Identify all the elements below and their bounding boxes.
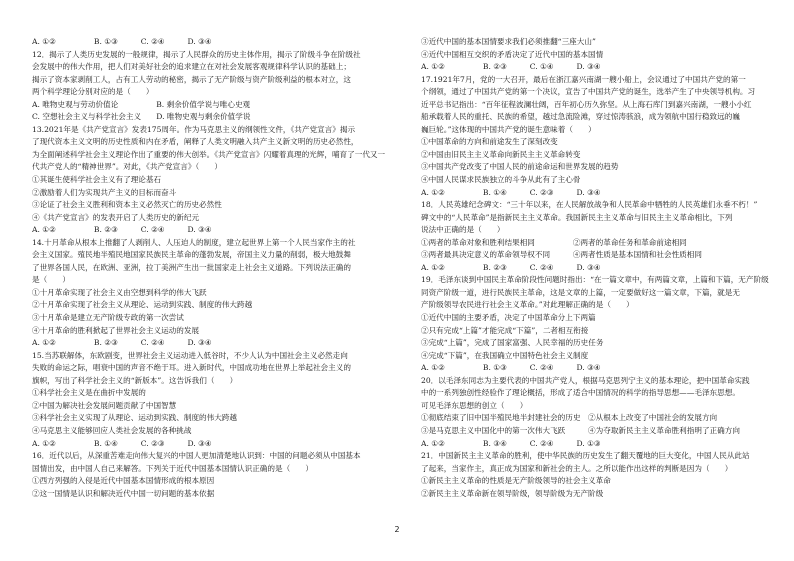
text-line: ③十月革命是建立无产阶级专政的第一次尝试 [32,313,184,323]
text-line: ①彻底结束了旧中国半殖民地半封建社会的历史 ②从根本上改变了中国社会的发展方向 [421,413,718,423]
text-line: 失败的命运之际，唱衰中国的声音不绝于耳。进入新时代，中国成功地在世界上举起社会主义的 [32,363,351,373]
text-line: ④十月革命的胜利掀起了世界社会主义运动的发展 [32,325,200,335]
text-line: ②激励着人们为实现共产主义的目标而奋斗 [32,187,177,197]
text-line: 15.当苏联解体，东欧剧变，世界社会主义运动进入低谷时，不少人认为中国社会主义必然走向 [32,350,348,360]
text-line: ④马克思主义能够回应人类社会发展的各种挑战 [32,425,192,435]
text-line: ①其诞生使科学社会主义有了理论基石 [32,175,162,185]
text-line: 了起来，当家作主，真正成为国家和新社会的主人。之所以能作出这样的判断是因为（ ） [421,463,733,473]
text-line: 产阶级领导农民进行社会主义革命。”对此理解正确的是（ ） [421,300,634,310]
text-line: ③近代中国的基本国情要求我们必须推翻“三座大山” [421,37,596,46]
text-line: ③完成“上篇”，完成了国家富强、人民幸福的历史任务 [421,338,604,348]
text-line: ①新民主主义革命的性质是无产阶级领导的社会主义革命 [421,476,611,486]
left-column [32,36,398,500]
text-line: ③论证了社会主义胜利和资本主义必然灭亡的历史必然性 [32,200,222,210]
text-line: ③是马克思主义中国化中的第一次伟大飞跃 ④为夺取新民主主义革命胜利指明了正确方向 [421,425,740,435]
text-line: ①两者的革命对象和胜利结果相同 ②两者的革命任务和革命前途相同 [421,237,687,247]
text-line: ②只有完成“上篇”才能完成“下篇”，二者相互衔接 [421,325,589,335]
text-line: 13.2021年是《共产党宣言》发表175周年。作为马克思主义的纲领性文件，《共产党宣言》揭示 [32,124,356,134]
text-line: 为全面阐述科学社会主义理论作出了重要的伟大创举。《共产党宣言》闪耀着真理的光辉，哺育了一代又一 [32,149,386,159]
right-column [421,36,787,500]
text-line: 19．毛泽东谈到中国民主革命阶段性问题时指出：“在一篇文章中，有两篇文章，上篇和下篇，无产阶级 [421,275,769,285]
text-line: 碑文中的“人民革命”是指新民主主义革命。我国新民主主义革命与旧民主主义革命相比，下列 [421,212,733,222]
text-line: C. 空想社会主义与科学社会主义 D. 唯物史观与剩余价值学说 [32,112,251,122]
text-line: 会发展中的伟大作用，把人们对美好社会的追求建立在对社会发展客观规律科学认识的基础上； [32,62,351,72]
text-line: ④中国人民谋求民族独立的斗争从此有了主心骨 [421,175,581,185]
text-line: 了世界各国人民，在欧洲、亚洲，拉丁美洲产生出一批国家走上社会主义道路。下列说法正确的 [32,262,351,272]
text-line: A. ①② B. ①③ C. ②④ D. ③④ [421,363,601,373]
text-line: A. ①② B. ②③ C. ②④ D. ③④ [32,225,212,235]
text-line: 船承载着人民的重托、民族的希望，越过急流险滩，穿过惊涛骇浪，成为领航中国行稳致远的巍 [421,112,740,122]
text-line: 14.十月革命从根本上推翻了人剥削人、人压迫人的制度，建立起世界上第一个人民当家作主的社 [32,237,356,247]
text-line: A. 唯物史观与劳动价值论 B. 剩余价值学说与唯心史观 [32,99,251,109]
text-line: ①西方列强的入侵是近代中国基本国情形成的根本原因 [32,476,215,486]
text-line: ③中国共产党改变了中国人民的前途命运和世界发展的趋势 [421,162,619,172]
text-line: ④近代中国相互交织的矛盾决定了近代中国的基本国情 [421,49,604,59]
text-line: ①科学社会主义是在曲折中发展的 [32,388,146,398]
text-line: 16．近代以后，从深重苦难走向伟大复兴的中国人更加清楚地认识到：中国的问题必须从中国基本 [32,451,361,461]
text-line: 18．人民英雄纪念碑文：“三十年以来，在人民解放战争和人民革命中牺牲的人民英雄们永垂不朽！” [421,200,758,210]
page-number: 2 [394,525,400,534]
text-line: A. ①② B. ②③ C. ①④ D. ③④ [421,62,601,72]
text-line: 近平总书记指出：“百年征程波澜壮阔，百年初心历久弥坚。从上海石库门到嘉兴南湖，一艘小小红 [421,99,752,109]
text-line: 国情出发，由中国人自己来解答。下列关于近代中国基本国情认识正确的是（ ） [32,463,313,473]
text-line: 个纲领，通过了中国共产党的第一个决议，宣告了中国共产党的诞生，选举产生了中央领导机构。习 [421,87,756,97]
text-line: 会主义国家。殖民地半殖民地国家民族民主革命的蓬勃发展，帝国主义力量的削弱，极大地鼓舞 [32,250,351,260]
text-line: 12．揭示了人类历史发展的一般规律，揭示了人民群众的历史主体作用，揭示了阶级斗争在阶级社 [32,49,361,59]
text-line: ③两者最具决定意义的革命领导权不同 ④两者性质是基本国情和社会性质相同 [421,250,702,260]
text-line: A. ①② B. ①④ C. ②③ D. ③④ [421,187,601,197]
text-line: A. ①② B. ③④ C. ②④ D. ①③ [421,438,601,448]
text-line: ②中国由旧民主主义革命向新民主主义革命转变 [421,149,581,159]
text-line: A. ①② B. ①③ C. ②④ D. ③④ [32,37,212,46]
text-line: 同资产阶级一道，进行民族民主革命，这是文章的上篇，一定要做好这一篇文章，下篇，就是无 [421,287,740,297]
text-line: ②十月革命实现了社会主义从理论、运动到实践、制度的伟大跨越 [32,300,253,310]
text-line: ②新民主主义革命新在领导阶级，领导阶级为无产阶级 [421,488,604,498]
text-line: ④完成“下篇”，在我国确立中国特色社会主义制度 [421,350,589,360]
text-line: ③科学社会主义实现了从理论、运动到实践、制度的伟大跨越 [32,413,238,423]
text-line: 可见毛泽东思想的创立（ ） [421,400,528,410]
text-line: 巍巨轮。”这体现的中国共产党的诞生意味着（ ） [421,124,596,134]
text-line: A. ①② B. ②③ C. ②④ D. ③④ [32,338,212,348]
text-line: 17.1921年7月，党的一大召开，最后在浙江嘉兴南湖一艘小船上，会议通过了中国共产党的第一 [421,74,746,84]
text-line: 20．以毛泽东同志为主要代表的中国共产党人，根据马克思列宁主义的基本理论，把中国革命实践 [421,375,750,385]
text-line: ④《共产党宣言》的发表开启了人类历史的新纪元 [32,212,200,222]
text-line: ①十月革命实现了社会主义由空想到科学的伟大飞跃 [32,287,207,297]
text-line: ②这一国情是认识和解决近代中国一切问题的基本依据 [32,488,215,498]
text-line: 了现代资本主义文明的历史性质和内在矛盾，阐释了人类文明融入共产主义新文明的历史必然性， [32,137,359,147]
text-line: 是（ ） [32,275,70,285]
text-line: 揭示了资本家剥削工人，占有工人劳动的秘密，揭示了无产阶级与资产阶级利益的根本对立，这 [32,74,351,84]
text-line: ②中国为解决社会发展问题贡献了中国智慧 [32,400,177,410]
text-line: 两个科学理论分别对应的是（ ） [32,87,154,97]
text-line: 说法中正确的是（ ） [421,225,505,235]
text-line: 代共产党人的“精神世界”。对此，《共产党宣言》（ ） [32,162,223,172]
text-line: 中的一系列独创性经验作了理论概括，形成了适合中国情况的科学的指导思想——毛泽东思想。 [421,388,740,398]
text-line: 21．中国新民主主义革命的胜利，使中华民族的历史发生了翻天覆地的巨大变化，中国人民从此站 [421,451,750,461]
text-line: ①中国革命的方向和前途发生了深刻改变 [421,137,558,147]
text-line: A. ①② B. ①④ C. ②③ D. ③④ [32,438,212,448]
text-line: 旗帜，写出了科学社会主义的“新版本”。这告诉我们（ ） [32,375,238,385]
text-line: A. ①② B. ②③ C. ②④ D. ③④ [421,262,601,272]
text-line: ①近代中国的主要矛盾，决定了中国革命分上下两篇 [421,313,596,323]
